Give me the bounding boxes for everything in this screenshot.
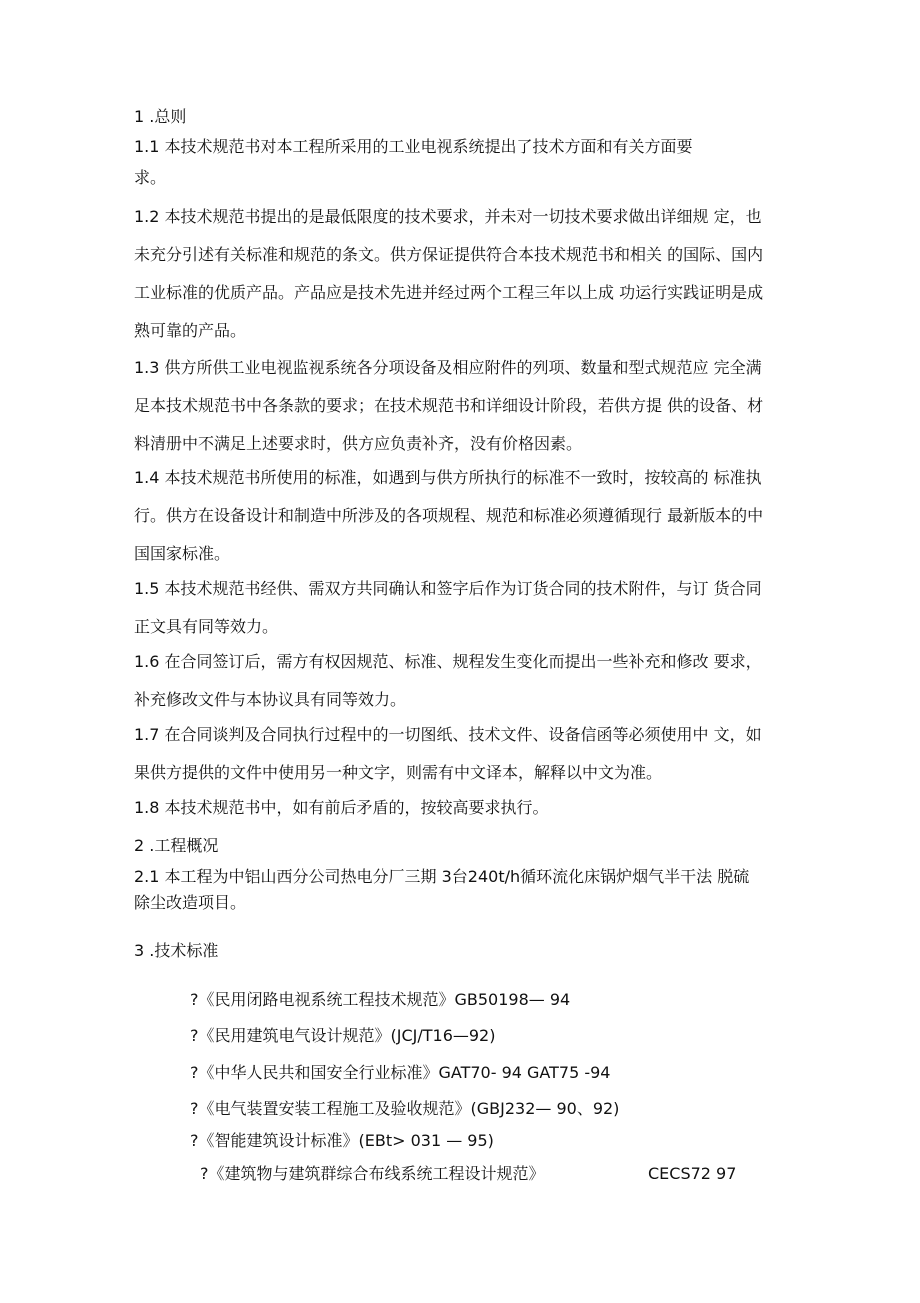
clause-line: 1.4 本技术规范书所使用的标准，如遇到与供方所执行的标准不一致时，按较高的 标准执 bbox=[134, 468, 762, 487]
clause-line: 未充分引述有关标准和规范的条文。供方保证提供符合本技术规范书和相关 的国际、国内 bbox=[134, 245, 764, 264]
clause-line: 2.1 本工程为中铝山西分公司热电分厂三期 3台240t/h循环流化床锅炉烟气半干法 脱硫 bbox=[134, 867, 750, 886]
clause-line: 除尘改造项目。 bbox=[134, 893, 247, 912]
clause-line: 果供方提供的文件中使用另一种文字，则需有中文译本，解释以中文为准。 bbox=[134, 763, 663, 782]
section-1-heading: 1 .总则 bbox=[134, 107, 187, 126]
clause-line: 1.8 本技术规范书中，如有前后矛盾的，按较高要求执行。 bbox=[134, 798, 549, 817]
clause-line: 正文具有同等效力。 bbox=[134, 617, 279, 636]
clause-line: 熟可靠的产品。 bbox=[134, 321, 247, 340]
standard-reference: ?《智能建筑设计标准》(EBt> 031 — 95) bbox=[190, 1131, 494, 1150]
standard-reference: ?《电气装置安装工程施工及验收规范》(GBJ232— 90、92) bbox=[190, 1099, 620, 1118]
standard-reference: ?《民用建筑电气设计规范》(JCJ/T16—92) bbox=[190, 1026, 496, 1045]
clause-line: 足本技术规范书中各条款的要求；在技术规范书和详细设计阶段，若供方提 供的设备、材 bbox=[134, 396, 764, 415]
clause-line: 1.1 本技术规范书对本工程所采用的工业电视系统提出了技术方面和有关方面要 bbox=[134, 137, 693, 156]
clause-2-1 bbox=[134, 866, 814, 930]
clause-line: 工业标准的优质产品。产品应是技术先进并经过两个工程三年以上成 功运行实践证明是成 bbox=[134, 283, 764, 302]
standard-reference-code: CECS72 97 bbox=[648, 1164, 737, 1183]
clause-line: 料清册中不满足上述要求时，供方应负责补齐，没有价格因素。 bbox=[134, 434, 583, 453]
clause-1-1 bbox=[134, 136, 814, 205]
clause-1-5 bbox=[134, 578, 814, 654]
clause-line: 求。 bbox=[134, 168, 167, 187]
clause-1-6 bbox=[134, 651, 814, 727]
clause-line: 1.6 在合同签订后，需方有权因规范、标准、规程发生变化而提出一些补充和修改 要求， bbox=[134, 652, 762, 671]
clause-line: 1.7 在合同谈判及合同执行过程中的一切图纸、技术文件、设备信函等必须使用中 文，如 bbox=[134, 725, 762, 744]
clause-line: 补充修改文件与本协议具有同等效力。 bbox=[134, 690, 407, 709]
standard-reference: ?《中华人民共和国安全行业标准》GAT70- 94 GAT75 -94 bbox=[190, 1063, 611, 1082]
clause-line: 1.2 本技术规范书提出的是最低限度的技术要求，并未对一切技术要求做出详细规 定，也 bbox=[134, 207, 762, 226]
clause-1-2 bbox=[134, 206, 814, 358]
clause-1-8 bbox=[134, 797, 814, 835]
clause-line: 1.5 本技术规范书经供、需双方共同确认和签字后作为订货合同的技术附件，与订 货合同 bbox=[134, 579, 762, 598]
standard-reference: ?《民用闭路电视系统工程技术规范》GB50198— 94 bbox=[190, 990, 571, 1009]
clause-line: 1.3 供方所供工业电视监视系统各分项设备及相应附件的列项、数量和型式规范应 完全满 bbox=[134, 358, 762, 377]
clause-1-7 bbox=[134, 724, 814, 800]
section-2-heading: 2 .工程概况 bbox=[134, 836, 219, 855]
clause-line: 国国家标准。 bbox=[134, 544, 231, 563]
clause-1-3 bbox=[134, 357, 814, 471]
clause-line: 行。供方在设备设计和制造中所涉及的各项规程、规范和标准必须遵循现行 最新版本的中 bbox=[134, 506, 764, 525]
standard-reference-title: ?《建筑物与建筑群综合布线系统工程设计规范》 bbox=[200, 1164, 545, 1183]
clause-1-4 bbox=[134, 467, 814, 581]
section-3-heading: 3 .技术标准 bbox=[134, 941, 219, 960]
